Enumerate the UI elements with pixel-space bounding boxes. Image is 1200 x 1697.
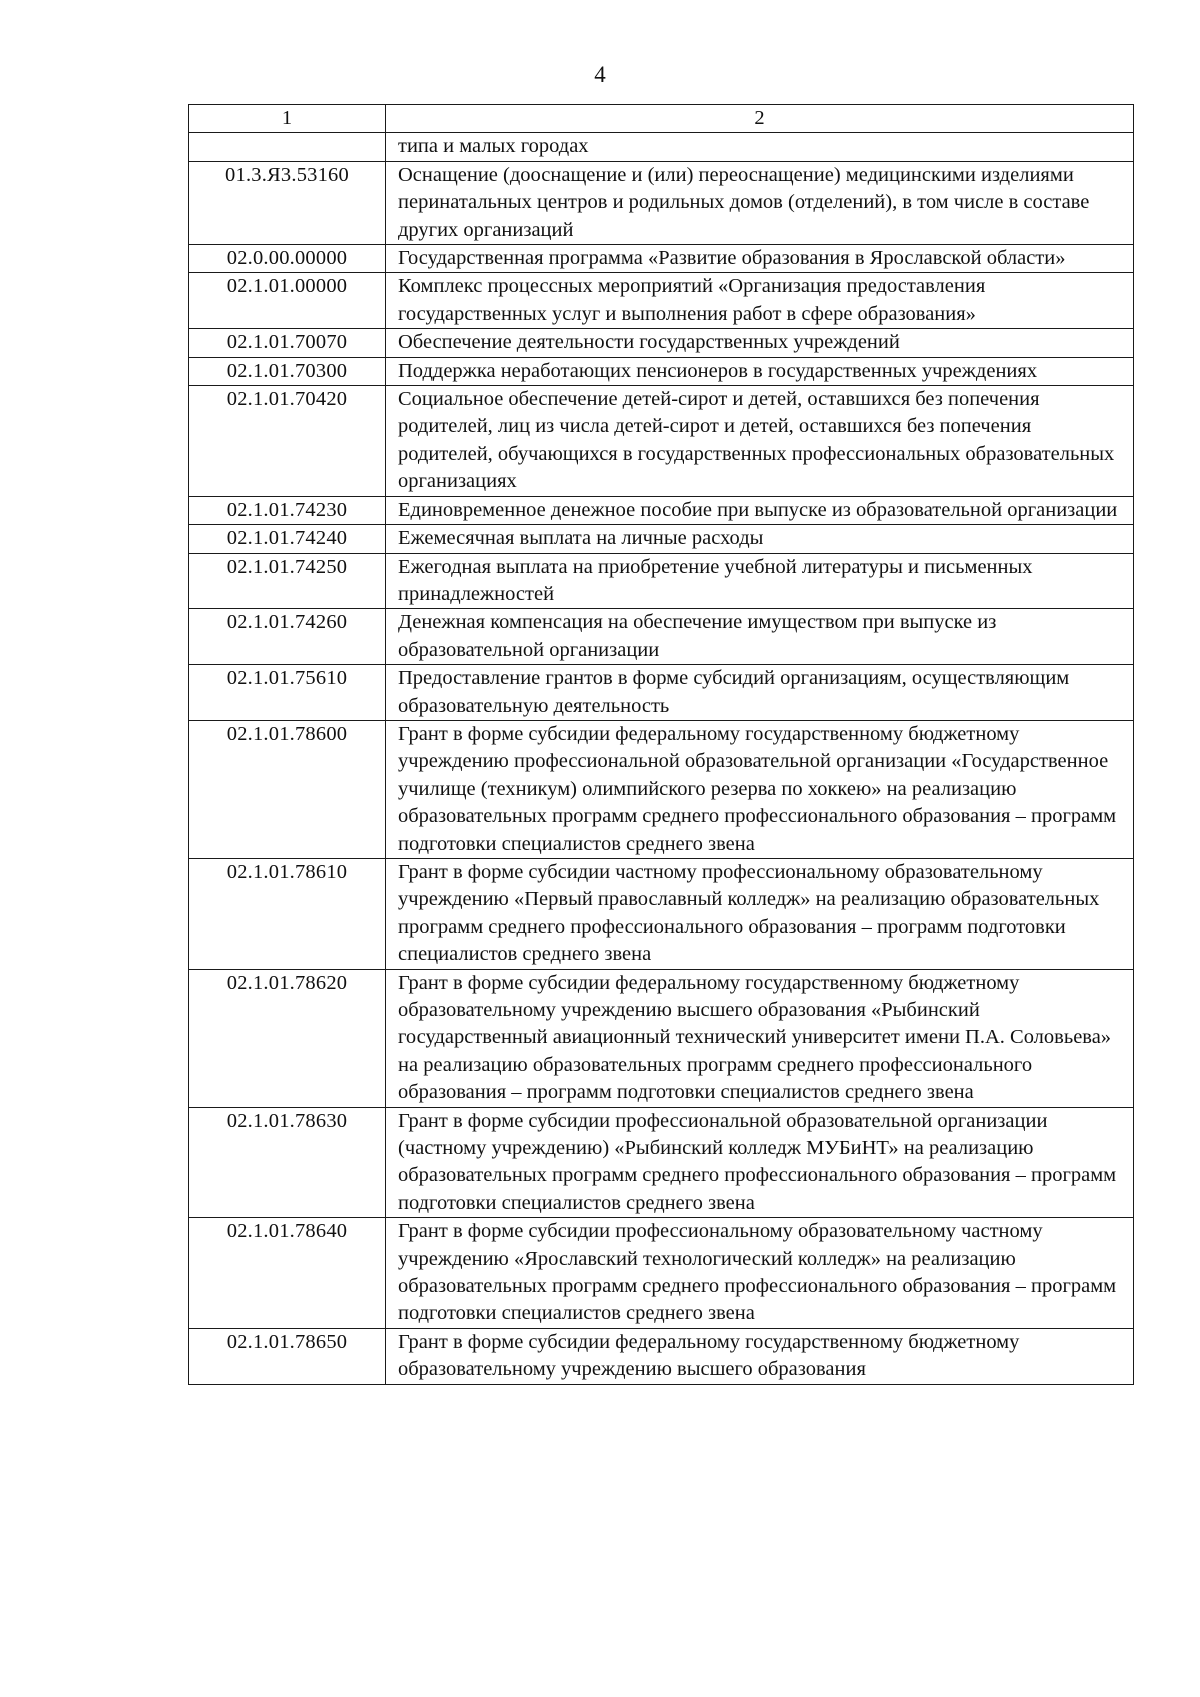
table-row <box>189 1107 1134 1218</box>
row-code: 02.1.01.70300 <box>189 357 386 385</box>
row-code: 02.1.01.75610 <box>189 665 386 721</box>
table-row <box>189 161 1134 244</box>
table-row <box>189 329 1134 357</box>
row-code: 02.1.01.74230 <box>189 496 386 524</box>
row-description: Ежегодная выплата на приобретение учебной литературы и письменных принадлежностей <box>386 553 1134 609</box>
table-row <box>189 245 1134 273</box>
row-code: 02.1.01.70420 <box>189 386 386 497</box>
row-description: Грант в форме субсидии федеральному государственному бюджетному образовательному учреждению высшего образования «Рыбинский государственный авиационный технический университет имени П.А. Соловьева» на реализацию образовательных программ среднего профессионального образования – программ подготовки специалистов среднего звена <box>386 969 1134 1107</box>
row-code: 02.1.01.78610 <box>189 858 386 969</box>
table-header-row <box>189 105 1134 133</box>
table-row <box>189 720 1134 858</box>
row-code: 02.1.01.74240 <box>189 525 386 553</box>
row-code: 02.0.00.00000 <box>189 245 386 273</box>
table-row <box>189 665 1134 721</box>
row-code: 02.1.01.78640 <box>189 1218 386 1329</box>
row-description: Единовременное денежное пособие при выпуске из образовательной организации <box>386 496 1134 524</box>
table-row <box>189 969 1134 1107</box>
table-row <box>189 273 1134 329</box>
row-code: 02.1.01.74250 <box>189 553 386 609</box>
row-description: Государственная программа «Развитие образования в Ярославской области» <box>386 245 1134 273</box>
row-description: Социальное обеспечение детей-сирот и детей, оставшихся без попечения родителей, лиц из числа детей-сирот и детей, оставшихся без попечения родителей, обучающихся в государственных профессиональных образовательных организациях <box>386 386 1134 497</box>
row-description: Обеспечение деятельности государственных учреждений <box>386 329 1134 357</box>
table-row <box>189 496 1134 524</box>
table-row <box>189 553 1134 609</box>
table-row <box>189 133 1134 161</box>
row-description: Грант в форме субсидии федеральному государственному бюджетному образовательному учреждению высшего образования <box>386 1328 1134 1384</box>
row-code: 02.1.01.70070 <box>189 329 386 357</box>
column-header-description: 2 <box>386 105 1134 133</box>
row-description: Грант в форме субсидии профессиональному образовательному частному учреждению «Ярославский технологический колледж» на реализацию образовательных программ среднего профессионального образования – программ подготовки специалистов среднего звена <box>386 1218 1134 1329</box>
row-code: 02.1.01.78650 <box>189 1328 386 1384</box>
table-row <box>189 609 1134 665</box>
row-description: Предоставление грантов в форме субсидий организациям, осуществляющим образовательную деятельность <box>386 665 1134 721</box>
page-number: 4 <box>594 62 606 87</box>
row-code: 02.1.01.78620 <box>189 969 386 1107</box>
row-description: Оснащение (дооснащение и (или) переоснащение) медицинскими изделиями перинатальных центров и родильных домов (отделений), в том числе в составе других организаций <box>386 161 1134 244</box>
column-header-code: 1 <box>189 105 386 133</box>
row-description: Комплекс процессных мероприятий «Организация предоставления государственных услуг и выполнения работ в сфере образования» <box>386 273 1134 329</box>
row-description: Грант в форме субсидии федеральному государственному бюджетному учреждению профессиональной образовательной организации «Государственное училище (техникум) олимпийского резерва по хоккею» на реализацию образовательных программ среднего профессионального образования – программ подготовки специалистов среднего звена <box>386 720 1134 858</box>
table-row <box>189 1218 1134 1329</box>
table-row <box>189 1328 1134 1384</box>
row-code: 01.3.Я3.53160 <box>189 161 386 244</box>
row-code: 02.1.01.74260 <box>189 609 386 665</box>
row-description: Поддержка неработающих пенсионеров в государственных учреждениях <box>386 357 1134 385</box>
row-description: типа и малых городах <box>386 133 1134 161</box>
row-description: Грант в форме субсидии частному профессиональному образовательному учреждению «Первый православный колледж» на реализацию образовательных программ среднего профессионального образования – программ подготовки специалистов среднего звена <box>386 858 1134 969</box>
table-row <box>189 858 1134 969</box>
row-code: 02.1.01.00000 <box>189 273 386 329</box>
row-description: Денежная компенсация на обеспечение имуществом при выпуске из образовательной организации <box>386 609 1134 665</box>
budget-classification-table <box>188 104 1134 1385</box>
table-row <box>189 386 1134 497</box>
row-code <box>189 133 386 161</box>
row-description: Ежемесячная выплата на личные расходы <box>386 525 1134 553</box>
row-code: 02.1.01.78600 <box>189 720 386 858</box>
table-row <box>189 357 1134 385</box>
table-row <box>189 525 1134 553</box>
row-description: Грант в форме субсидии профессиональной образовательной организации (частному учреждению) «Рыбинский колледж МУБиНТ» на реализацию образовательных программ среднего профессионального образования – программ подготовки специалистов среднего звена <box>386 1107 1134 1218</box>
row-code: 02.1.01.78630 <box>189 1107 386 1218</box>
